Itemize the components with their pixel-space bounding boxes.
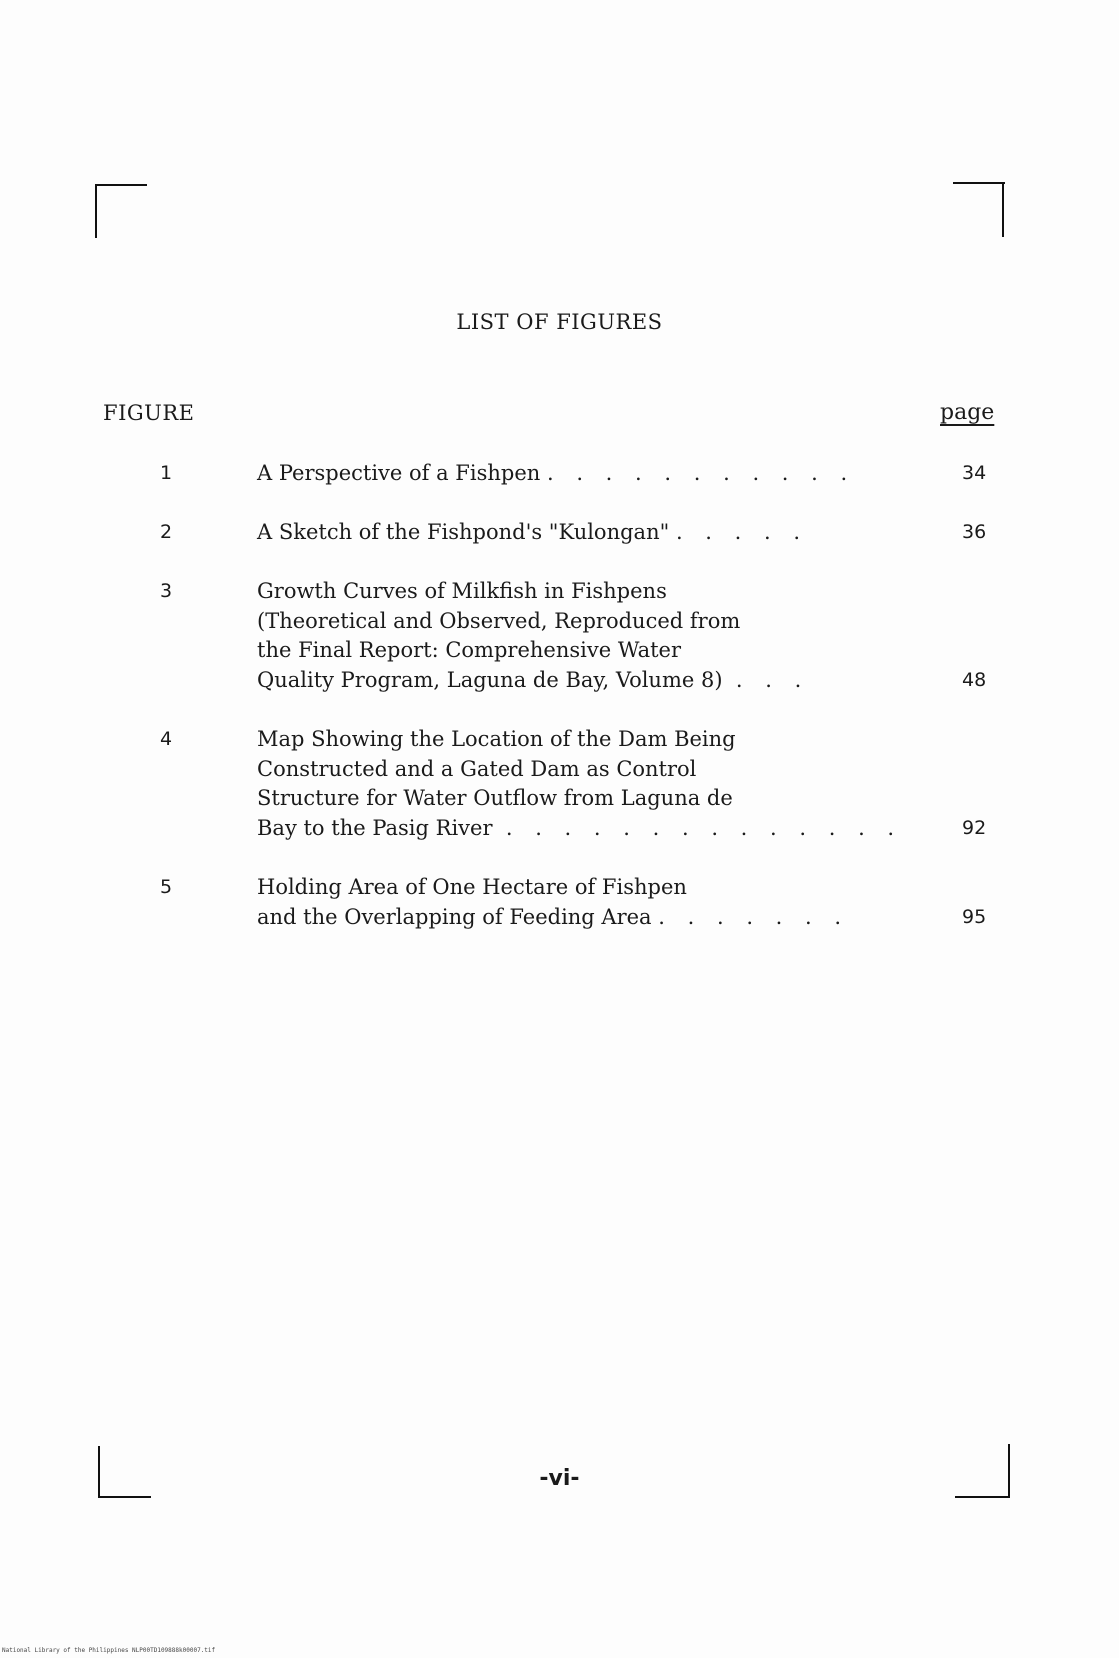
figure-number: 1 [160, 462, 173, 484]
dot-leader: . . . . . [675, 520, 809, 544]
figure-caption [257, 459, 927, 489]
caption-line: Growth Curves of Milkfish in Fishpens [257, 579, 667, 603]
caption-line: Structure for Water Outflow from Laguna de [257, 786, 733, 810]
caption-line: and the Overlapping of Feeding Area . . . . . . . [257, 904, 850, 929]
page-column-header: page [940, 400, 995, 425]
figure-number: 5 [160, 876, 173, 898]
crop-mark-bottom-left [98, 1496, 151, 1498]
figure-caption [257, 577, 927, 695]
crop-mark-top-left [95, 184, 147, 186]
caption-line: A Perspective of a Fishpen . . . . . . . . . . . [257, 461, 856, 485]
caption-line: Quality Program, Laguna de Bay, Volume 8) . . . [257, 667, 810, 692]
caption-line: Map Showing the Location of the Dam Being [257, 727, 736, 751]
caption-line: (Theoretical and Observed, Reproduced from [257, 608, 741, 633]
caption-line: A Sketch of the Fishpond's "Kulongan" . . . . . [257, 520, 809, 544]
dot-leader: . . . . . . . . . . . . . . [505, 815, 903, 840]
caption-line: Holding Area of One Hectare of Fishpen [257, 875, 687, 899]
page-folio: -vi- [539, 1466, 580, 1491]
crop-mark-top-left [95, 184, 97, 238]
caption-line: Bay to the Pasig River . . . . . . . . . . . . . . [257, 815, 903, 840]
crop-mark-top-right [1002, 182, 1004, 237]
dot-leader: . . . [735, 667, 810, 692]
figure-number: 3 [160, 580, 173, 602]
dot-leader: . . . . . . . . . . . [546, 461, 856, 485]
page-title: LIST OF FIGURES [456, 310, 663, 334]
scan-footer-caption: National Library of the Philippines NLP00TD109888k00007.tif [2, 1647, 216, 1654]
figure-caption [257, 725, 927, 843]
caption-line: the Final Report: Comprehensive Water [257, 638, 681, 662]
figure-page-number: 36 [962, 521, 987, 543]
figure-caption [257, 518, 927, 548]
crop-mark-top-right [953, 182, 1005, 184]
caption-line: Constructed and a Gated Dam as Control [257, 756, 697, 781]
figure-number: 4 [160, 728, 173, 750]
figure-page-number: 92 [962, 816, 987, 839]
figure-page-number: 34 [962, 462, 987, 484]
crop-mark-bottom-right [955, 1496, 1010, 1498]
dot-leader: . . . . . . . [658, 904, 850, 929]
figure-column-header: FIGURE [103, 401, 195, 425]
figure-page-number: 48 [962, 668, 987, 691]
figure-caption [257, 873, 927, 932]
figure-number: 2 [160, 521, 173, 543]
figure-page-number: 95 [962, 905, 987, 928]
